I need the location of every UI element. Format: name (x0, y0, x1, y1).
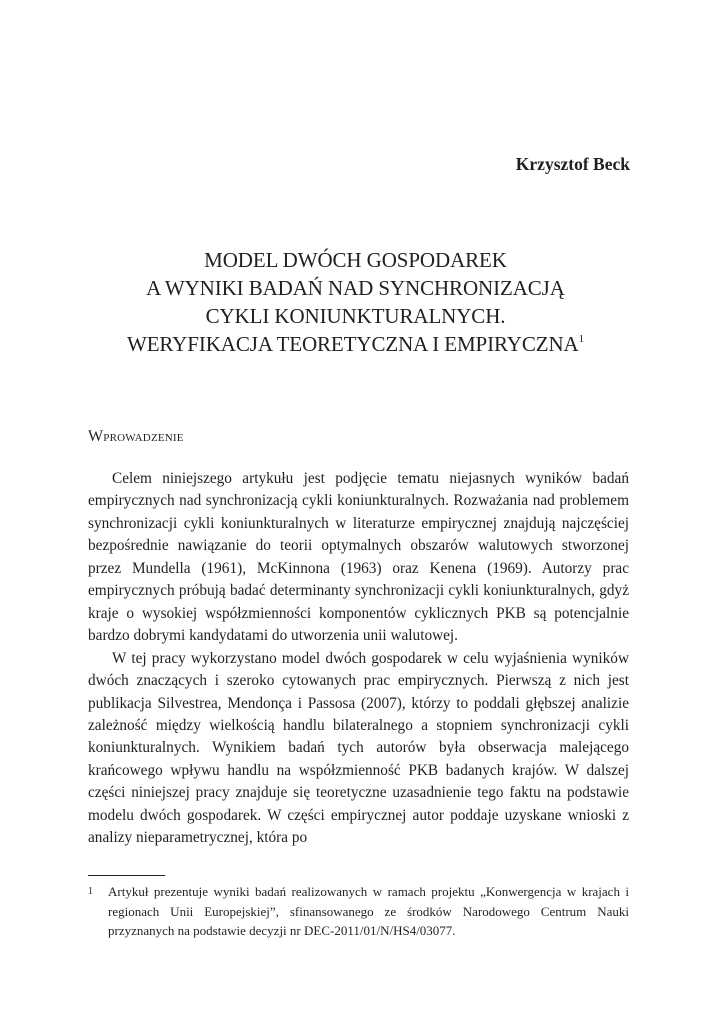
paragraph: W tej pracy wykorzystano model dwóch gospodarek w celu wyjaśnienia wyników dwóch znaczących i szeroko cytowanych prac empirycznych. Pierwszą z nich jest publikacja Silvestrea, Mendonça i Passosa (2007), którzy to poddali głębszej analizie zależność między wielkością handlu bilateralnego a stopniem synchronizacji cykli koniunkturalnych. Wynikiem badań tych autorów była obserwacja malejącego krańcowego wpływu handlu na współzmienność PKB badanych krajów. W dalszej części niniejszej pracy znajduje się teoretyczne uzasadnienie tego faktu na podstawie modelu dwóch gospodarek. W części empirycznej autor poddaje uzyskane wnioski z analizy nieparametrycznej, która po (88, 649, 629, 847)
body-text (88, 468, 629, 850)
paragraph: Celem niniejszego artykułu jest podjęcie tematu niejasnych wyników badań empirycznych nad synchronizacją cykli koniunkturalnych. Rozważania nad problemem synchronizacji cykli koniunkturalnych w literaturze empirycznej znajdują najczęściej bezpośrednie nawiązanie do teorii optymalnych obszarów walutowych stworzonej przez Mundella (1961), McKinnona (1963) oraz Kenena (1969). Autorzy prac empirycznych próbują badać determinanty synchronizacji cykli koniunkturalnych, gdyż kraje o wysokiej współzmienności komponentów cyklicznych PKB są potencjalnie bardzo dobrymi kandydatami do utworzenia unii walutowej. (88, 470, 629, 645)
section-heading: Wprowadzenie (88, 428, 184, 445)
footnote-divider (88, 875, 165, 876)
footnote-mark: 1 (88, 886, 93, 897)
title-line: WERYFIKACJA TEORETYCZNA I EMPIRYCZNA (126, 332, 579, 356)
title-line: CYKLI KONIUNKTURALNYCH. (205, 304, 506, 328)
footnote (88, 882, 629, 941)
footnote-text: Artykuł prezentuje wyniki badań realizowanych w ramach projektu „Konwergencja w krajach i regionach Unii Europejskiej”, sfinansowanego ze środków Narodowego Centrum Nauki przyznanych na podstawie decyzji nr DEC-2011/01/N/HS4/03077. (108, 884, 629, 938)
title-footnote-ref: 1 (578, 333, 585, 345)
author-name: Krzysztof Beck (515, 154, 630, 174)
title-line: MODEL DWÓCH GOSPODAREK (204, 248, 507, 272)
article-title (80, 246, 631, 358)
title-line: A WYNIKI BADAŃ NAD SYNCHRONIZACJĄ (146, 276, 565, 300)
